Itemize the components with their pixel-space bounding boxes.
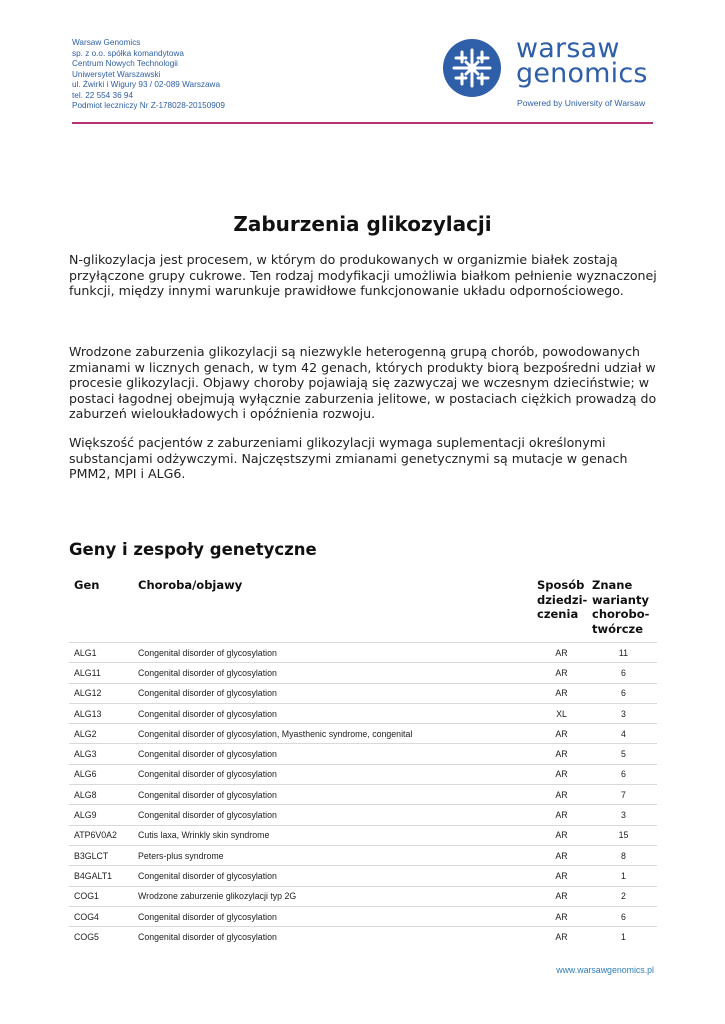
address-line: ul. Żwirki i Wigury 93 / 02-089 Warszawa — [72, 80, 221, 89]
table-row — [69, 683, 657, 703]
table-row — [69, 886, 657, 906]
table-row — [69, 643, 657, 663]
cell-disease: Congenital disorder of glycosylation, Myasthenic syndrome, congenital — [133, 724, 533, 744]
page-title: Zaburzenia glikozylacji — [233, 212, 492, 236]
cell-inheritance: AR — [533, 744, 590, 764]
cell-variants: 1 — [590, 927, 657, 947]
table-row — [69, 825, 657, 845]
cell-disease: Congenital disorder of glycosylation — [133, 703, 533, 723]
cell-variants: 2 — [590, 886, 657, 906]
logo-emblem-icon — [442, 38, 502, 98]
cell-gene: ALG8 — [69, 785, 133, 805]
intro-paragraph: N-glikozylacja jest procesem, w którym do produkowanych w organizmie białek zostają przyłączone grupy cukrowe. Ten rodzaj modyfikacji umożliwia białkom pełnienie wyznaczonej funkcji, między innymi warunkuje prawidłowe funkcjonowanie układu odpornościowego. — [69, 252, 657, 298]
table-row — [69, 927, 657, 947]
logo-word-genomics: genomics — [516, 58, 648, 89]
cell-gene: COG4 — [69, 906, 133, 926]
cell-inheritance: AR — [533, 866, 590, 886]
cell-gene: ALG2 — [69, 724, 133, 744]
table-row — [69, 805, 657, 825]
address-line: sp. z o.o. spółka komandytowa — [72, 48, 184, 58]
company-address — [72, 38, 225, 112]
table-row — [69, 744, 657, 764]
table-row — [69, 906, 657, 926]
cell-inheritance: AR — [533, 643, 590, 663]
table-row — [69, 845, 657, 865]
address-line: Warsaw Genomics — [72, 38, 141, 47]
cell-disease: Congenital disorder of glycosylation — [133, 663, 533, 683]
table-row — [69, 785, 657, 805]
column-header-disease: Choroba/objawy — [138, 578, 243, 592]
cell-gene: B4GALT1 — [69, 866, 133, 886]
cell-inheritance: AR — [533, 764, 590, 784]
cell-gene: ALG6 — [69, 764, 133, 784]
cell-variants: 6 — [590, 764, 657, 784]
cell-variants: 3 — [590, 703, 657, 723]
cell-gene: ALG11 — [69, 663, 133, 683]
table-row — [69, 764, 657, 784]
cell-variants: 6 — [590, 906, 657, 926]
cell-gene: COG5 — [69, 927, 133, 947]
cell-inheritance: AR — [533, 663, 590, 683]
cell-inheritance: AR — [533, 683, 590, 703]
cell-gene: COG1 — [69, 886, 133, 906]
column-header-inheritance: Sposób dziedzi- czenia — [537, 578, 588, 621]
cell-inheritance: AR — [533, 886, 590, 906]
cell-variants: 11 — [590, 643, 657, 663]
cell-variants: 6 — [590, 683, 657, 703]
table-header-row — [69, 576, 657, 643]
cell-inheritance: AR — [533, 845, 590, 865]
cell-variants: 4 — [590, 724, 657, 744]
address-line: tel. 22 554 36 94 — [72, 90, 134, 100]
cell-variants: 8 — [590, 845, 657, 865]
cell-inheritance: AR — [533, 785, 590, 805]
cell-inheritance: AR — [533, 805, 590, 825]
cell-gene: ALG3 — [69, 744, 133, 764]
table-row — [69, 866, 657, 886]
logo-wordmark — [516, 33, 648, 89]
cell-variants: 15 — [590, 825, 657, 845]
cell-disease: Congenital disorder of glycosylation — [133, 683, 533, 703]
address-line: Podmiot leczniczy Nr Z-178028-20150909 — [72, 101, 225, 110]
cell-disease: Congenital disorder of glycosylation — [133, 805, 533, 825]
treatment-paragraph: Większość pacjentów z zaburzeniami glikozylacji wymaga suplementacji określonymi substancjami odżywczymi. Najczęstszymi zmianami genetycznymi są mutacje w genach PMM2, MPI i ALG6. — [69, 435, 628, 481]
cell-gene: ALG1 — [69, 643, 133, 663]
column-header-variants: Znane warianty chorobo- twórcze — [592, 578, 650, 636]
table-row — [69, 703, 657, 723]
cell-disease: Congenital disorder of glycosylation — [133, 785, 533, 805]
cell-variants: 5 — [590, 744, 657, 764]
cell-variants: 3 — [590, 805, 657, 825]
cell-gene: ALG13 — [69, 703, 133, 723]
cell-variants: 6 — [590, 663, 657, 683]
cell-inheritance: AR — [533, 906, 590, 926]
cell-gene: ALG12 — [69, 683, 133, 703]
section-title-genes: Geny i zespoły genetyczne — [69, 540, 317, 559]
logo-word-warsaw: warsaw — [516, 33, 620, 64]
cell-disease: Congenital disorder of glycosylation — [133, 764, 533, 784]
cell-disease: Cutis laxa, Wrinkly skin syndrome — [133, 825, 533, 845]
cell-inheritance: XL — [533, 703, 590, 723]
cell-disease: Wrodzone zaburzenie glikozylacji typ 2G — [133, 886, 533, 906]
cell-inheritance: AR — [533, 825, 590, 845]
cell-variants: 7 — [590, 785, 657, 805]
logo-tagline: Powered by University of Warsaw — [517, 98, 646, 108]
warsaw-genomics-logo — [442, 33, 657, 114]
cell-disease: Congenital disorder of glycosylation — [133, 643, 533, 663]
address-line: Uniwersytet Warszawski — [72, 69, 161, 79]
cell-disease: Peters-plus syndrome — [133, 845, 533, 865]
cell-variants: 1 — [590, 866, 657, 886]
cell-gene: ATP6V0A2 — [69, 825, 133, 845]
cell-disease: Congenital disorder of glycosylation — [133, 906, 533, 926]
table-body — [69, 643, 657, 947]
cell-gene: B3GLCT — [69, 845, 133, 865]
description-paragraph: Wrodzone zaburzenia glikozylacji są niezwykle heterogenną grupą chorób, powodowanych zmianami w licznych genach, w tym 42 genach, których produkty biorą bezpośredni udział w procesie glikozylacji. Objawy choroby pojawiają się zazwyczaj we wczesnym dzieciństwie; w postaci łagodnej obejmują wyłącznie zaburzenia jelitowe, w postaciach ciężkich prowadzą do zaburzeń wieloukładowych i opóźnienia rozwoju. — [69, 344, 657, 421]
cell-disease: Congenital disorder of glycosylation — [133, 744, 533, 764]
header-divider — [72, 122, 653, 124]
cell-gene: ALG9 — [69, 805, 133, 825]
cell-disease: Congenital disorder of glycosylation — [133, 866, 533, 886]
column-header-gene: Gen — [74, 578, 100, 592]
cell-inheritance: AR — [533, 724, 590, 744]
genes-table — [69, 576, 657, 947]
cell-inheritance: AR — [533, 927, 590, 947]
table-row — [69, 663, 657, 683]
cell-disease: Congenital disorder of glycosylation — [133, 927, 533, 947]
table-row — [69, 724, 657, 744]
address-line: Centrum Nowych Technologii — [72, 59, 178, 68]
footer-website-link[interactable]: www.warsawgenomics.pl — [556, 965, 654, 975]
